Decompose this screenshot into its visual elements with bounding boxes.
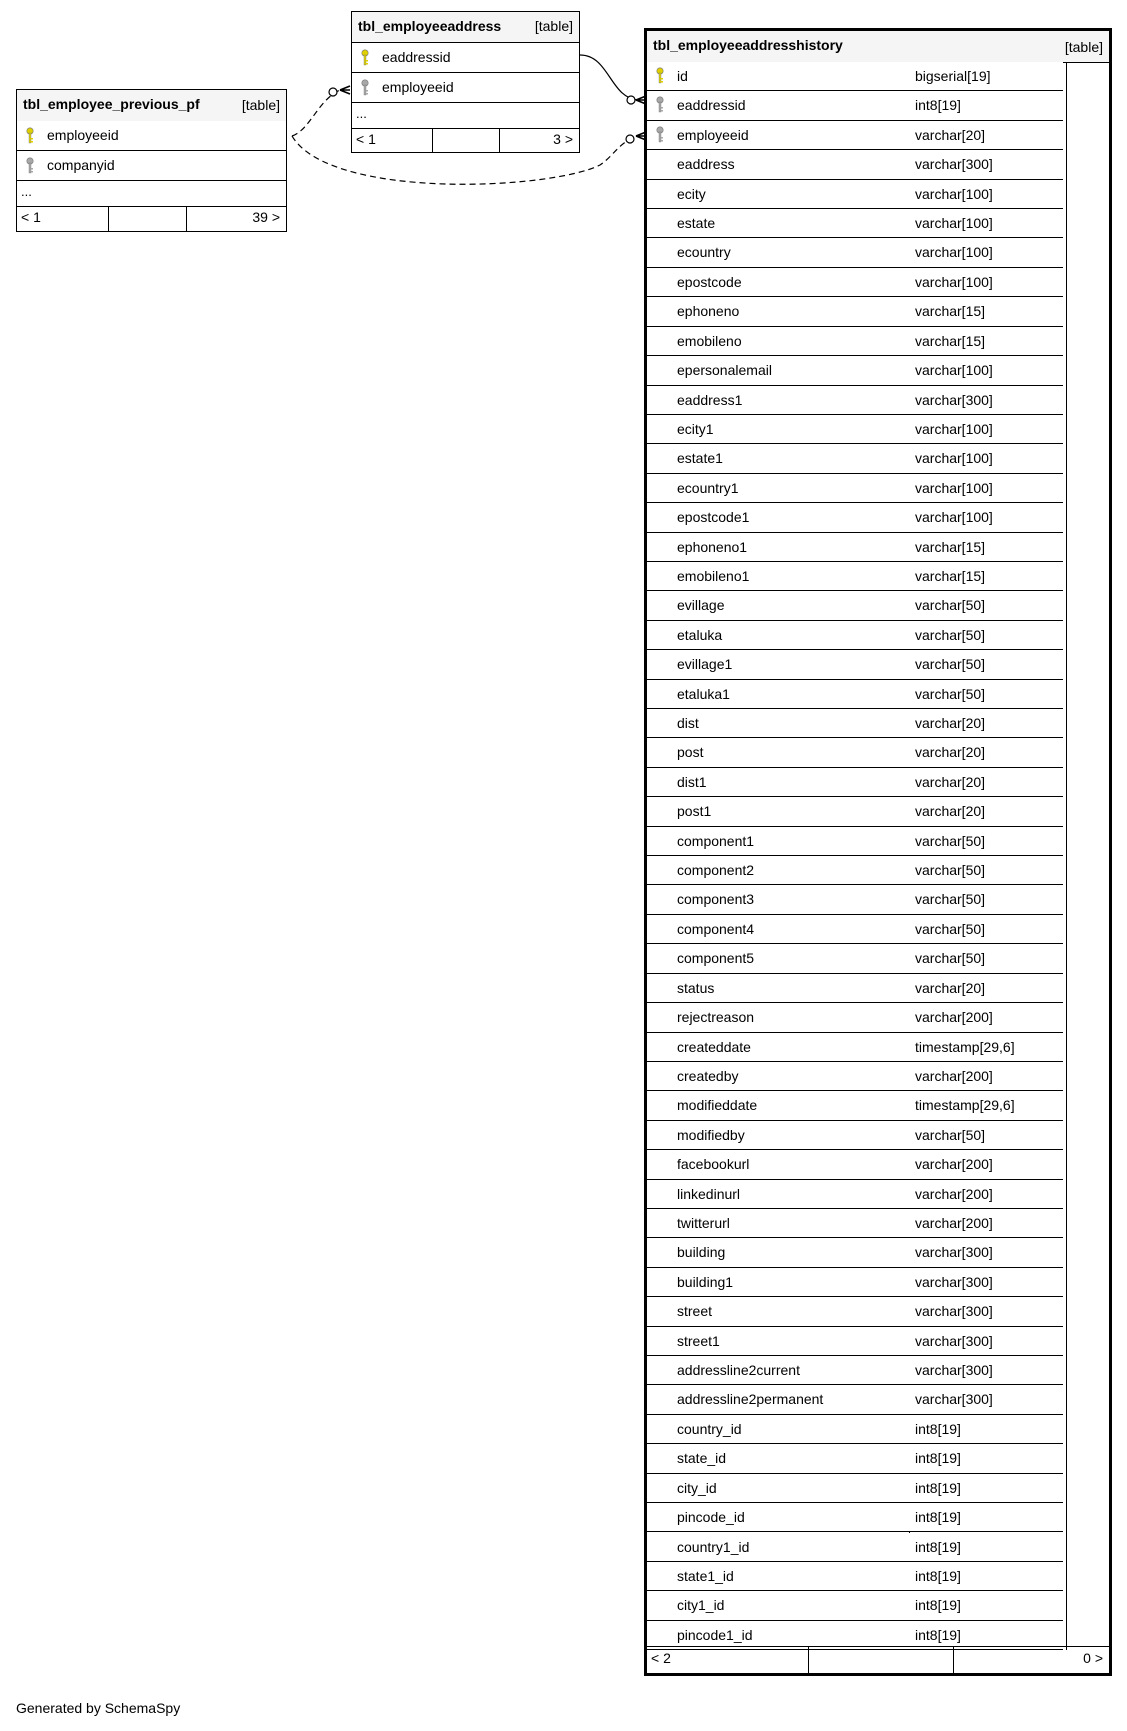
column-type: int8[19]	[915, 1450, 961, 1467]
column-name: country1_id	[677, 1538, 750, 1555]
column-row-evillage[interactable]	[647, 591, 1063, 620]
foreign-key-icon	[655, 96, 665, 114]
column-type: varchar[50]	[915, 597, 986, 614]
column-name: eaddress	[677, 156, 735, 173]
column-name: epostcode1	[677, 509, 750, 526]
column-type: int8[19]	[915, 1420, 961, 1437]
parent-count[interactable]: < 1	[356, 131, 376, 147]
column-name: estate	[677, 215, 716, 232]
column-row-ecity1[interactable]	[647, 415, 1063, 444]
column-type: varchar[15]	[915, 567, 986, 584]
column-row-rejectreason[interactable]	[647, 1003, 1063, 1032]
column-row-epostcode1[interactable]	[647, 503, 1063, 532]
column-row-post[interactable]	[647, 738, 1063, 767]
relationship-optional-marker	[627, 96, 635, 104]
column-type: timestamp[29,6]	[915, 1097, 1015, 1114]
column-type: varchar[300]	[915, 1303, 993, 1320]
column-type: varchar[50]	[915, 862, 986, 879]
more-columns-ellipsis: ...	[352, 102, 579, 129]
column-type: varchar[100]	[915, 479, 993, 496]
column-name: eaddressid	[677, 97, 746, 114]
column-row-eaddressid[interactable]	[352, 43, 579, 73]
table-header	[17, 90, 286, 122]
column-row-country-id[interactable]	[647, 1415, 1063, 1444]
more-columns-ellipsis: ...	[17, 181, 286, 207]
column-type: varchar[50]	[915, 950, 986, 967]
column-type: varchar[200]	[915, 1009, 993, 1026]
column-name: component1	[677, 832, 755, 849]
column-name: ecountry1	[677, 479, 739, 496]
footer-divider	[499, 128, 500, 152]
column-row-ecountry1[interactable]	[647, 474, 1063, 503]
column-type: varchar[50]	[915, 891, 986, 908]
parent-count[interactable]: < 2	[651, 1650, 671, 1666]
column-type: int8[19]	[915, 1567, 961, 1584]
column-row-component5[interactable]	[647, 944, 1063, 973]
relationship-optional-marker	[329, 88, 337, 96]
column-type: varchar[300]	[915, 1332, 993, 1349]
table-type-label: [table]	[534, 18, 573, 34]
column-type: varchar[100]	[915, 362, 993, 379]
column-type: varchar[300]	[915, 156, 993, 173]
column-type: varchar[50]	[915, 626, 986, 643]
column-row-eaddress[interactable]	[647, 150, 1063, 179]
column-type: varchar[100]	[915, 215, 993, 232]
column-name: emobileno	[677, 332, 742, 349]
column-row-street1[interactable]	[647, 1327, 1063, 1356]
child-count[interactable]: 39 >	[252, 209, 280, 225]
column-type: varchar[50]	[915, 920, 986, 937]
column-name: facebookurl	[677, 1156, 750, 1173]
table-header	[352, 12, 579, 43]
table-tbl-employeeaddress[interactable]	[351, 11, 580, 153]
table-name: tbl_employee_previous_pf	[23, 96, 200, 112]
column-name: companyid	[47, 157, 115, 173]
column-name: component5	[677, 950, 755, 967]
column-name: createddate	[677, 1038, 751, 1055]
column-type: varchar[100]	[915, 420, 993, 437]
column-name: building1	[677, 1273, 734, 1290]
footer-divider	[108, 206, 109, 231]
table-type-label: [table]	[1064, 39, 1103, 55]
column-row-eaddress1[interactable]	[647, 386, 1063, 415]
column-name: emobileno1	[677, 567, 750, 584]
column-type: varchar[100]	[915, 450, 993, 467]
column-type: varchar[300]	[915, 1391, 993, 1408]
table-name: tbl_employeeaddresshistory	[653, 37, 843, 53]
column-row-estate[interactable]	[647, 209, 1063, 238]
column-row-city-id[interactable]	[647, 1474, 1063, 1503]
column-type: varchar[50]	[915, 656, 986, 673]
column-name: building	[677, 1244, 726, 1261]
table-tbl-employeeaddresshistory[interactable]	[644, 28, 1112, 1676]
column-type: varchar[50]	[915, 685, 986, 702]
column-type: varchar[15]	[915, 538, 986, 555]
column-type: varchar[100]	[915, 244, 993, 261]
relationship-optional-marker	[626, 135, 634, 143]
foreign-key-icon	[655, 126, 665, 144]
footer-divider	[953, 1647, 954, 1673]
column-row-epersonalemail[interactable]	[647, 356, 1063, 385]
column-row-modifiedby[interactable]	[647, 1121, 1063, 1150]
column-name: eaddress1	[677, 391, 743, 408]
column-row-state-id[interactable]	[647, 1444, 1063, 1473]
column-name: state_id	[677, 1450, 727, 1467]
column-name: estate1	[677, 450, 723, 467]
generated-by-label: Generated by SchemaSpy	[16, 1700, 181, 1716]
column-row-country1-id[interactable]	[647, 1533, 1063, 1562]
column-type: timestamp[29,6]	[915, 1038, 1015, 1055]
column-name: epostcode	[677, 273, 742, 290]
relationship-many-marker	[340, 86, 350, 94]
column-type: bigserial[19]	[915, 68, 991, 84]
table-name: tbl_employeeaddress	[358, 18, 502, 34]
column-name: addressline2permanent	[677, 1391, 824, 1408]
column-name: employeeid	[47, 127, 119, 143]
column-row-city1-id[interactable]	[647, 1591, 1063, 1620]
column-name: post1	[677, 803, 712, 820]
relationship-eaddressid	[580, 55, 640, 100]
column-type: int8[19]	[915, 1597, 961, 1614]
column-row-createddate[interactable]	[647, 1033, 1063, 1062]
footer-divider	[432, 128, 433, 152]
column-name: city_id	[677, 1479, 717, 1496]
column-name: street1	[677, 1332, 720, 1349]
column-name: epersonalemail	[677, 362, 772, 379]
column-type: varchar[20]	[915, 744, 986, 761]
column-row-ecity[interactable]	[647, 180, 1063, 209]
column-type: varchar[100]	[915, 273, 993, 290]
column-name: component4	[677, 920, 755, 937]
column-name: street	[677, 1303, 713, 1320]
primary-key-icon	[25, 127, 35, 145]
column-row-employeeid[interactable]	[647, 121, 1063, 150]
child-count[interactable]: 3 >	[553, 131, 573, 147]
column-type: varchar[200]	[915, 1156, 993, 1173]
column-row-dist1[interactable]	[647, 768, 1063, 797]
child-count[interactable]: 0 >	[1083, 1650, 1103, 1666]
column-type: varchar[300]	[915, 391, 993, 408]
column-type: varchar[300]	[915, 1273, 993, 1290]
primary-key-icon	[655, 67, 665, 85]
column-name: eaddressid	[382, 49, 451, 65]
column-row-state1-id[interactable]	[647, 1562, 1063, 1591]
column-type: int8[19]	[915, 1479, 961, 1496]
column-type: varchar[15]	[915, 303, 986, 320]
column-row-component3[interactable]	[647, 885, 1063, 914]
column-name: evillage1	[677, 656, 733, 673]
column-name: id	[677, 68, 688, 84]
column-name: createdby	[677, 1067, 739, 1084]
column-row-pincode-id[interactable]	[647, 1503, 1063, 1532]
table-header	[647, 31, 1109, 63]
column-row-facebookurl[interactable]	[647, 1150, 1063, 1179]
table-tbl-employee-previous-pf[interactable]	[16, 89, 287, 232]
column-name: twitterurl	[677, 1214, 730, 1231]
column-type: varchar[100]	[915, 509, 993, 526]
column-type: varchar[20]	[915, 715, 986, 732]
column-name: etaluka1	[677, 685, 730, 702]
column-row-ephoneno1[interactable]	[647, 533, 1063, 562]
foreign-key-icon	[25, 157, 35, 175]
column-name: pincode1_id	[677, 1626, 753, 1643]
column-row-addressline2current[interactable]	[647, 1356, 1063, 1385]
column-type: varchar[20]	[915, 126, 986, 143]
column-row-createdby[interactable]	[647, 1062, 1063, 1091]
footer-divider	[808, 1647, 809, 1673]
table-footer	[17, 206, 286, 231]
column-row-epostcode[interactable]	[647, 268, 1063, 297]
column-divider	[1066, 62, 1067, 1650]
column-row-linkedinurl[interactable]	[647, 1180, 1063, 1209]
column-row-component4[interactable]	[647, 915, 1063, 944]
column-row-modifieddate[interactable]	[647, 1091, 1063, 1120]
column-type: varchar[200]	[915, 1185, 993, 1202]
primary-key-icon	[360, 49, 370, 67]
column-name: city1_id	[677, 1597, 725, 1614]
column-type: varchar[50]	[915, 1126, 986, 1143]
column-row-employeeid[interactable]	[352, 73, 579, 103]
column-row-component1[interactable]	[647, 827, 1063, 856]
column-row-twitterurl[interactable]	[647, 1209, 1063, 1238]
column-row-ecountry[interactable]	[647, 238, 1063, 267]
column-row-component2[interactable]	[647, 856, 1063, 885]
column-name: employeeid	[677, 126, 749, 143]
column-name: country_id	[677, 1420, 742, 1437]
column-row-etaluka[interactable]	[647, 621, 1063, 650]
column-name: pincode_id	[677, 1509, 745, 1526]
column-row-id[interactable]	[647, 62, 1063, 91]
column-type: varchar[300]	[915, 1244, 993, 1261]
column-name: ecountry	[677, 244, 731, 261]
column-type: varchar[20]	[915, 773, 986, 790]
column-name: status	[677, 979, 715, 996]
column-row-status[interactable]	[647, 974, 1063, 1003]
table-footer	[352, 128, 579, 152]
column-name: evillage	[677, 597, 725, 614]
column-type: varchar[50]	[915, 832, 986, 849]
column-type: int8[19]	[915, 1626, 961, 1643]
column-name: dist	[677, 715, 699, 732]
column-row-emobileno1[interactable]	[647, 562, 1063, 591]
column-type: varchar[20]	[915, 803, 986, 820]
column-name: ecity	[677, 185, 706, 202]
column-row-companyid[interactable]	[17, 151, 286, 181]
column-row-ephoneno[interactable]	[647, 297, 1063, 326]
column-row-street[interactable]	[647, 1297, 1063, 1326]
column-name: linkedinurl	[677, 1185, 741, 1202]
column-row-estate1[interactable]	[647, 444, 1063, 473]
column-row-emobileno[interactable]	[647, 327, 1063, 356]
column-type: int8[19]	[915, 1509, 961, 1526]
table-type-label: [table]	[241, 97, 280, 113]
parent-count[interactable]: < 1	[21, 209, 41, 225]
column-name: employeeid	[382, 79, 454, 95]
column-type: varchar[200]	[915, 1067, 993, 1084]
column-type: varchar[20]	[915, 979, 986, 996]
column-name: ecity1	[677, 420, 714, 437]
column-row-building[interactable]	[647, 1238, 1063, 1267]
column-type: varchar[15]	[915, 332, 986, 349]
column-name: modifieddate	[677, 1097, 758, 1114]
column-name: addressline2current	[677, 1362, 800, 1379]
column-row-employeeid[interactable]	[17, 121, 286, 151]
column-name: ephoneno	[677, 303, 740, 320]
column-name: rejectreason	[677, 1009, 755, 1026]
column-row-post1[interactable]	[647, 797, 1063, 826]
column-type: varchar[200]	[915, 1214, 993, 1231]
column-row-evillage1[interactable]	[647, 650, 1063, 679]
column-name: dist1	[677, 773, 707, 790]
column-type: int8[19]	[915, 97, 961, 114]
column-row-eaddressid[interactable]	[647, 91, 1063, 120]
column-name: ephoneno1	[677, 538, 748, 555]
column-name: modifiedby	[677, 1126, 745, 1143]
column-type: varchar[300]	[915, 1362, 993, 1379]
relationship-address-employeeid	[292, 90, 340, 136]
column-name: etaluka	[677, 626, 723, 643]
column-row-building1[interactable]	[647, 1268, 1063, 1297]
foreign-key-icon	[360, 79, 370, 97]
table-footer	[647, 1646, 1109, 1673]
footer-divider	[186, 206, 187, 231]
column-name: component3	[677, 891, 755, 908]
column-row-dist[interactable]	[647, 709, 1063, 738]
column-row-addressline2permanent[interactable]	[647, 1385, 1063, 1414]
column-name: component2	[677, 862, 755, 879]
column-type: int8[19]	[915, 1538, 961, 1555]
column-name: post	[677, 744, 704, 761]
column-name: state1_id	[677, 1567, 734, 1584]
column-type: varchar[100]	[915, 185, 993, 202]
column-row-etaluka1[interactable]	[647, 680, 1063, 709]
